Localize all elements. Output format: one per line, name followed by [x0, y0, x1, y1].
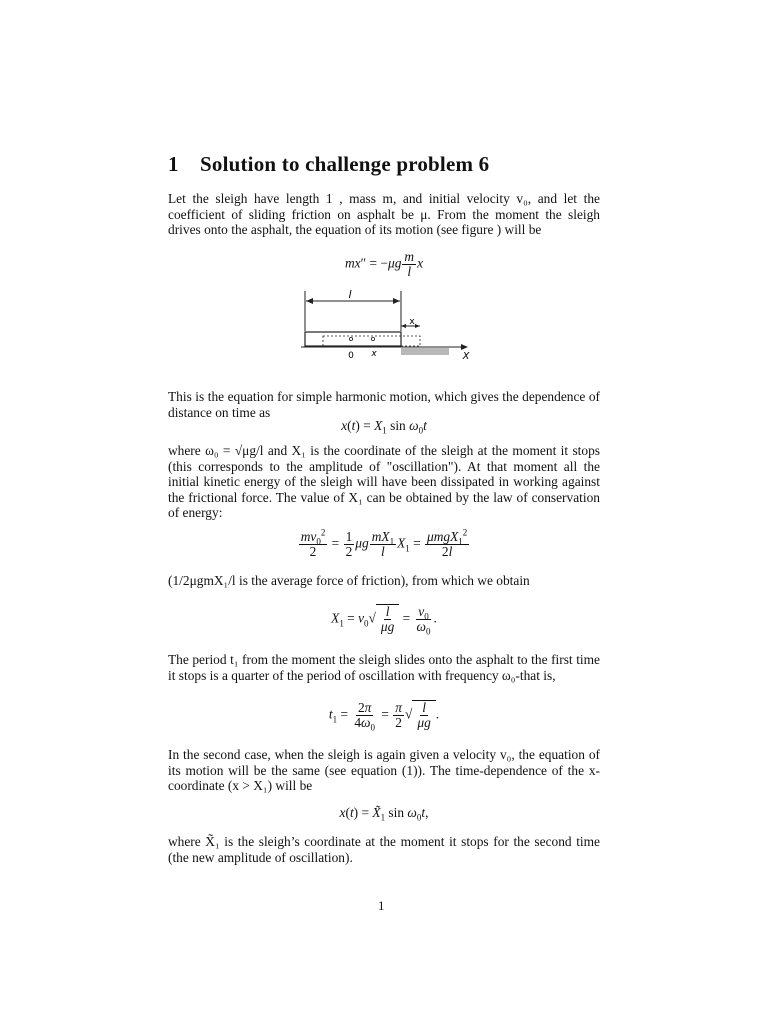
paragraph-4: (1/2μgmX₁/l is the average force of friction), from which we obtain	[168, 573, 530, 588]
equation-5: $t_1$ = $\frac{2\pi}{4\omega_0}$ = $\frac{\pi}{2}$ √ $\frac{l}{\mu g}$ .	[328, 700, 440, 733]
paragraph-6: In the second case, when the sleigh is again given a velocity v₀, the equation of its motion will be the same (see equation (1)). The time-dependence of the x-coordinate (x > X₁) will be	[168, 747, 600, 794]
figure-label-l: l	[348, 288, 352, 301]
paragraph-2: This is the equation for simple harmonic motion, which gives the dependence of distance on time as	[168, 389, 600, 420]
figure-label-x-top: x	[409, 317, 415, 327]
paragraph-5: The period t₁ from the moment the sleigh slides onto the asphalt to the first time it stops is a quarter of the period of oscillation with frequency ω₀-that is,	[168, 652, 600, 683]
section-heading	[168, 152, 489, 177]
equation-2: $x(t) = X_1$ $\sin \omega_0t$	[341, 418, 427, 436]
figure-label-0: 0	[348, 351, 354, 361]
paragraph-1: Let the sleigh have length 1 , mass m, and initial velocity v₀, and let the coefficient of sliding friction on asphalt be μ. From the moment the sleigh drives onto the asphalt, the equation of its motion (see figure ) will be	[168, 191, 600, 238]
figure-label-x: x	[371, 349, 377, 359]
section-title: Solution to challenge problem 6	[200, 152, 490, 176]
equation-4: $X_1 = v_0√$ $\frac{l}{\mu g}$ = $\frac{v_0}{\omega_0}$ .	[331, 604, 437, 637]
equation-3: $\frac{mv_0^2}{2}$ = $\frac{1}{2}$ μg $\frac{mX_1}{l}$ $X_1$ = $\frac{\mu mgX_1^2}{2l}$	[300, 527, 468, 559]
sleigh-figure	[296, 286, 476, 362]
paragraph-7: where X̃₁ is the sleigh’s coordinate at the moment it stops for the second time (the new amplitude of oscillation).	[168, 834, 600, 865]
equation-1: mx″ = −μg $\frac{m}{l}$ x	[344, 249, 424, 279]
section-number: 1	[168, 152, 179, 176]
equation-6: $x(t) = X̃_1$ $\sin \omega_0t$,	[339, 805, 429, 823]
page-number: 1	[378, 898, 385, 913]
figure-label-X: X	[462, 351, 470, 362]
paragraph-3: where ω₀ = √μg/l and X₁ is the coordinate of the sleigh at the moment it stops (this corresponds to the amplitude of "oscillation"). At that moment all the initial kinetic energy of the sleigh will have been dissipated in working against the frictional force. The value of X₁ can be obtained by the law of conservation of energy:	[168, 443, 600, 521]
